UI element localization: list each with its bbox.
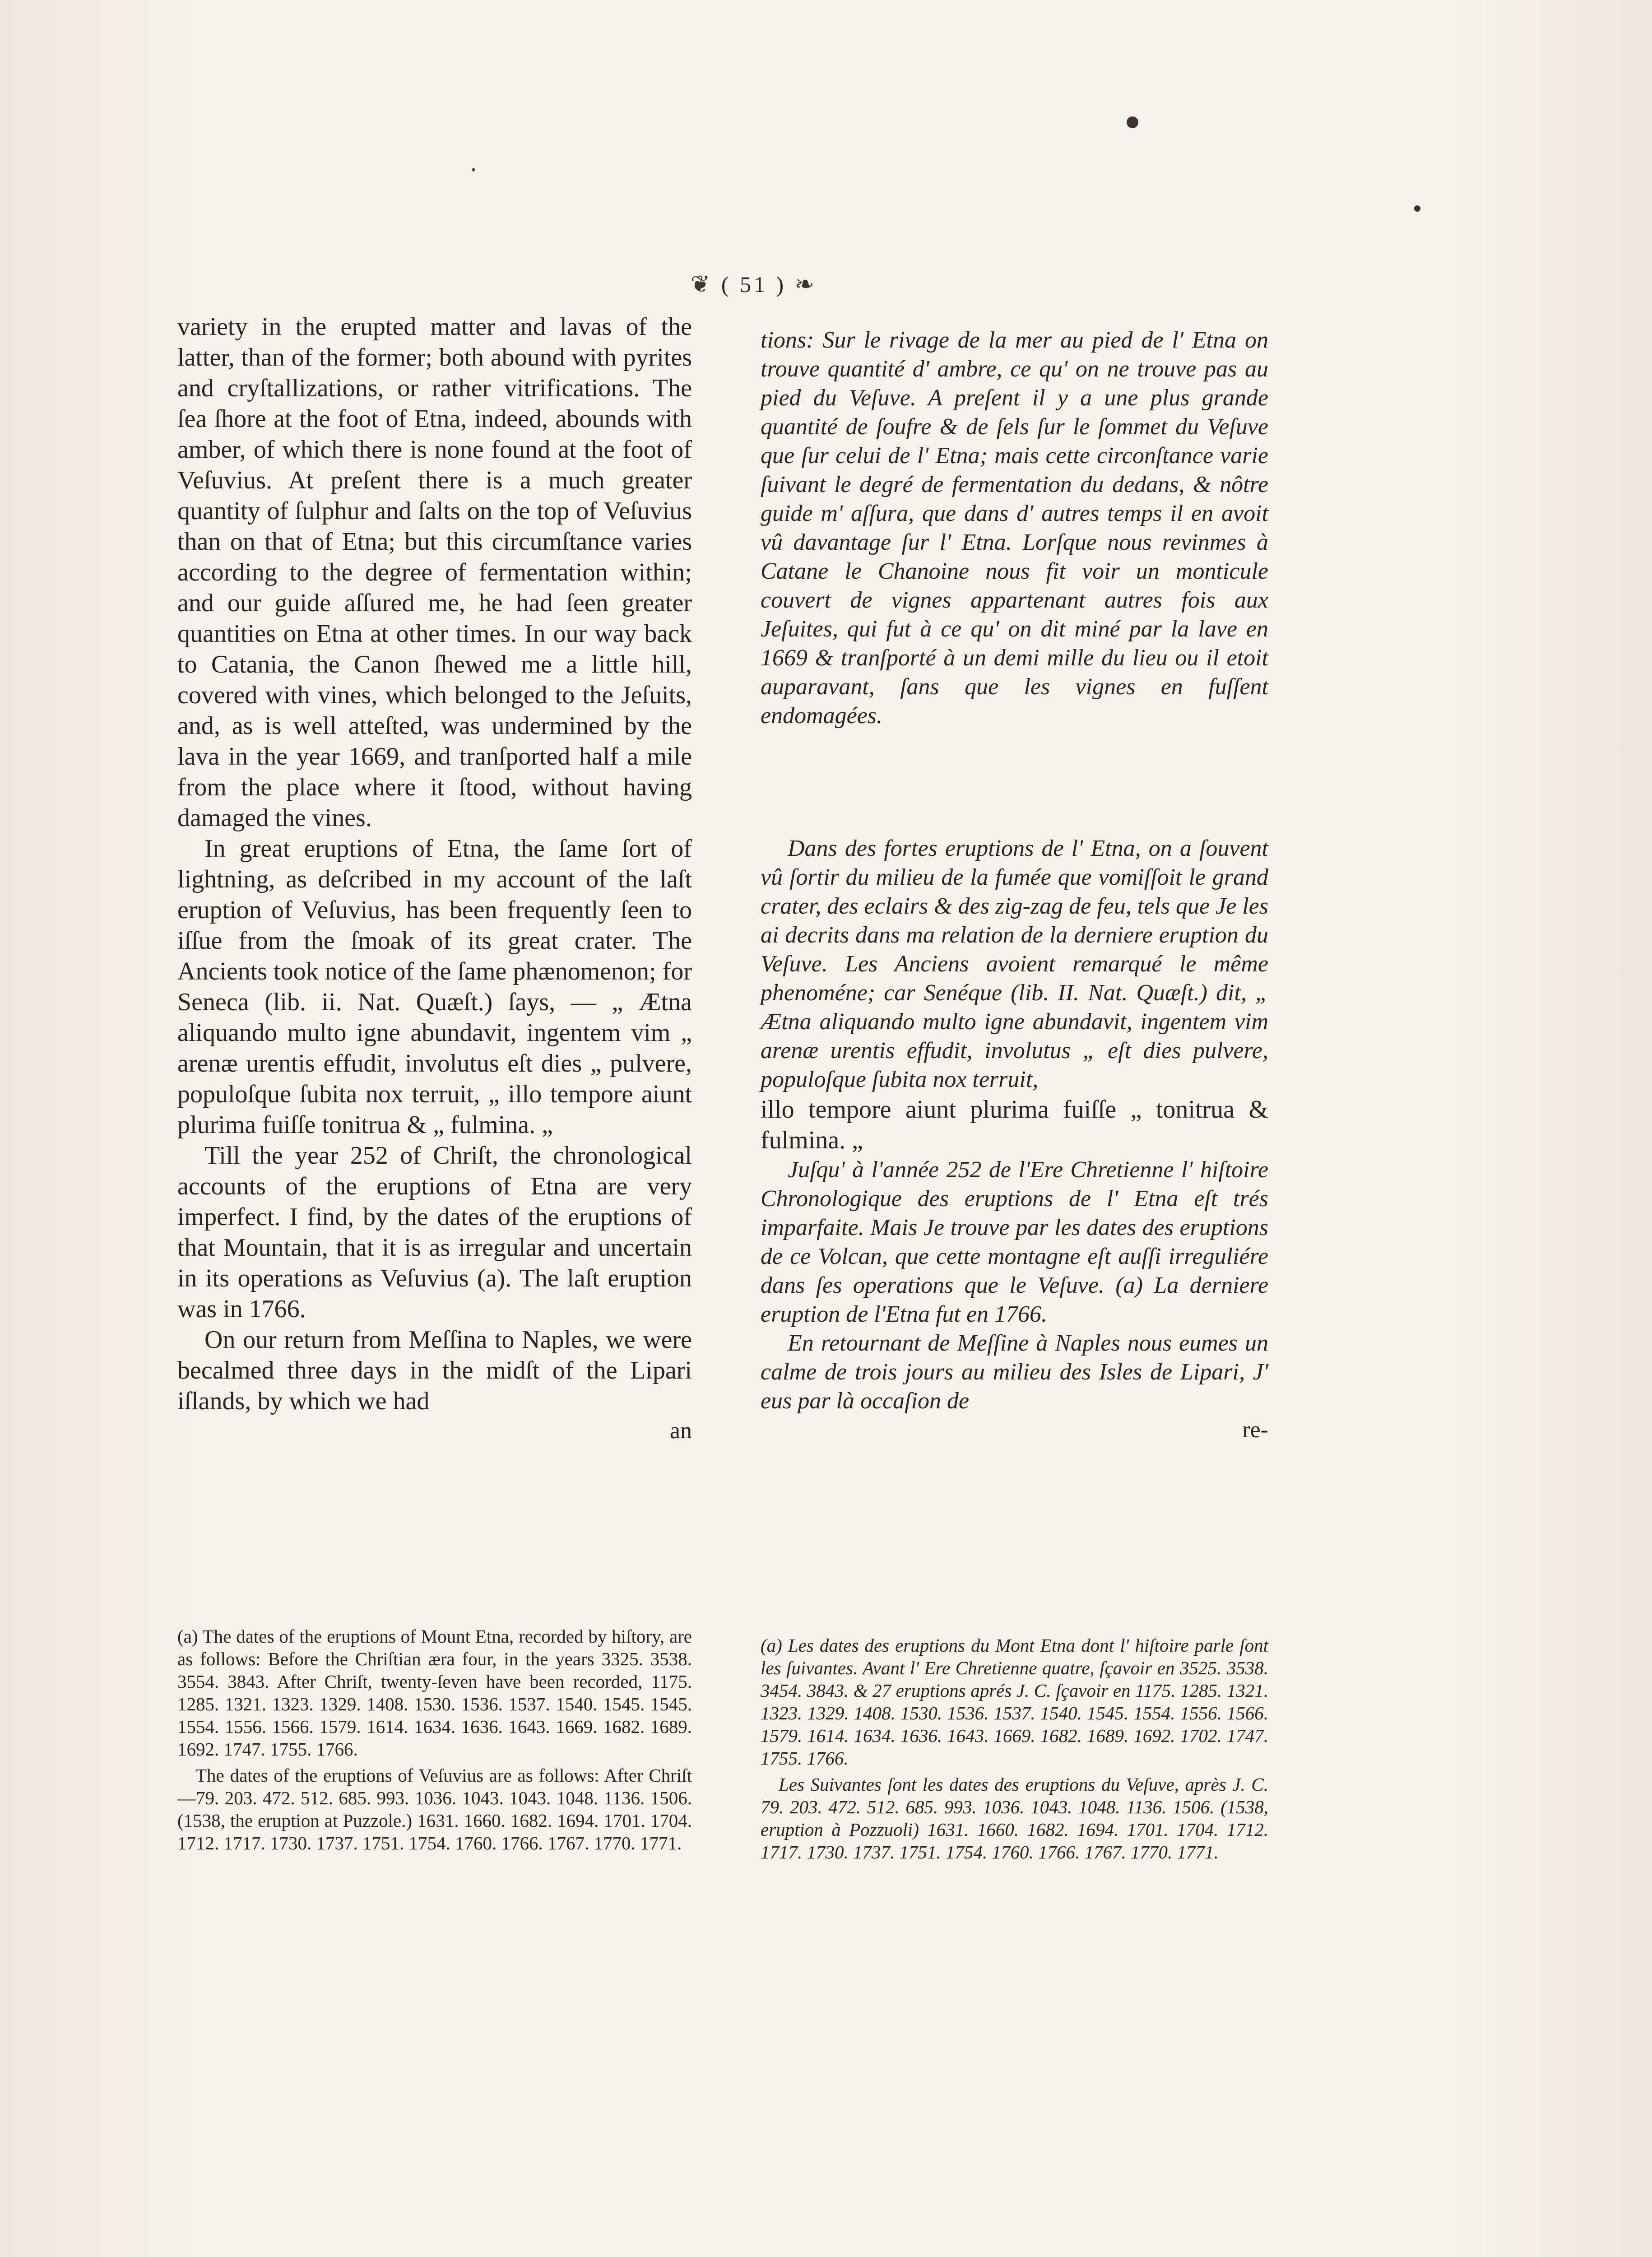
page-header [623, 271, 885, 311]
catchword: an [669, 1418, 692, 1444]
ghost-text-area [761, 730, 1268, 834]
footnote: Les Suivantes ſont les dates des eruptions du Veſuve, après J. C. 79. 203. 472. 512. 685. 993. 1036. 1043. 1048. 1136. 1506. (1538, eruption à Pozzuoli) 1631. 1660. 1682. 1694. 1701. 1704. 1712. 1717. 1730. 1737. 1751. 1754. 1760. 1766. 1767. 1770. 1771. [761, 1774, 1268, 1862]
ornament-right-icon: ❧ [794, 272, 817, 297]
english-footnotes [177, 1625, 692, 1858]
footnote: (a) Les dates des eruptions du Mont Etna dont l' hiſtoire parle ſont les ſuivantes. Avant l' Ere Chretienne quatre, ſçavoir en 3525. 3538. 3454. 3843. & 27 eruptions aprés J. C. ſçavoir en 1175. 1285. 1321. 1323. 1329. 1408. 1530. 1536. 1537. 1540. 1545. 1554. 1556. 1566. 1579. 1614. 1634. 1636. 1643. 1669. 1682. 1689. 1692. 1702. 1747. 1755. 1766. [761, 1635, 1268, 1769]
english-paragraph: variety in the erupted matter and lavas of the latter, than of the former; both abound with pyrites and cryſtallizations, or rather vitrifications. The ſea ſhore at the foot of Etna, indeed, abounds with amber, of which there is none found at the foot of Veſuvius. At preſent there is a much greater quantity of ſulphur and ſalts on the top of Veſuvius than on that of Etna; but this circumſtance varies according to the degree of fermentation within; and our guide aſſured me, he had ſeen greater quantities on Etna at other times. In our way back to Catania, the Canon ſhewed me a little hill, covered with vines, which belonged to the Jeſuits, and, as is well atteſted, was undermined by the lava in the year 1669, and tranſported half a mile from the place where it ſtood, without having damaged the vines. [177, 313, 692, 832]
quote-line: illo tempore aiunt plurima fuiſſe „ tonitrua & fulmina. „ [761, 1096, 1268, 1154]
footnote: (a) The dates of the eruptions of Mount Etna, recorded by hiſtory, are as follows: Before the Chriſtian æra four, in the years 3325. 3538. 3554. 3843. After Chriſt, twenty-ſeven have been recorded, 1175. 1285. 1321. 1323. 1329. 1408. 1530. 1536. 1537. 1540. 1545. 1545. 1554. 1556. 1566. 1579. 1614. 1634. 1636. 1643. 1669. 1682. 1689. 1692. 1747. 1755. 1766. [177, 1626, 692, 1760]
french-column [761, 326, 1268, 1444]
english-paragraph: Till the year 252 of Chriſt, the chronological accounts of the eruptions of Etna are very imperfect. I find, by the dates of the eruptions of that Mountain, that it is as irregular and uncertain in its operations as Veſuvius (a). The laſt eruption was in 1766. [177, 1142, 692, 1323]
english-paragraph: In great eruptions of Etna, the ſame ſort of lightning, as deſcribed in my account of the laſt eruption of Veſuvius, has been frequently ſeen to iſſue from the ſmoak of its great crater. The Ancients took notice of the ſame phænomenon; for Seneca (lib. ii. Nat. Quæſt.) ſays, — „ Ætna aliquando multo igne abundavit, ingentem vim „ arenæ urentis effudit, involutus eſt dies „ pulvere, populoſque ſubita nox terruit, „ illo tempore aiunt plurima fuiſſe tonitrua & „ fulmina. „ [177, 835, 692, 1139]
french-paragraph: En retournant de Meſſine à Naples nous eumes un calme de trois jours au milieu des Isles de Lipari, J' eus par là occaſion de [761, 1330, 1268, 1414]
english-column [177, 311, 692, 1445]
french-footnotes [761, 1634, 1268, 1867]
catchword: re- [1242, 1417, 1268, 1443]
french-paragraph: Juſqu' à l'année 252 de l'Ere Chretienne l' hiſtoire Chronologique des eruptions de l' Etna eſt trés imparfaite. Mais Je trouve par les dates des eruptions de ce Volcan, que cette montagne eſt auſſi irreguliére dans ſes operations que le Veſuve. (a) La derniere eruption de l'Etna fut en 1766. [761, 1157, 1268, 1327]
french-paragraph: tions: Sur le rivage de la mer au pied de l' Etna on trouve quantité d' ambre, ce qu' on ne trouve pas au pied du Veſuve. A preſent il y a une plus grande quantité de ſoufre & de ſels ſur le ſommet du Veſuve que ſur celui de l' Etna; mais cette circonſtance varie ſuivant le degré de fermentation du dedans, & nôtre guide m' aſſura, que dans d' autres temps il en avoit vû davantage ſur l' Etna. Lorſque nous revinmes à Catane le Chanoine nous fit voir un monticule couvert de vignes appartenant autres fois aux Jeſuites, qui fut à ce qu' on dit miné par la lave en 1669 & tranſporté à un demi mille du lieu ou il etoit auparavant, ſans que les vignes en fuſſent endomagées. [761, 327, 1268, 729]
page-number: ( 51 ) [721, 272, 787, 297]
ink-spot [472, 168, 475, 172]
ornament-left-icon: ❦ [690, 272, 713, 297]
english-paragraph: On our return from Meſſina to Naples, we were becalmed three days in the midſt of the Lipari iſlands, by which we had [177, 1326, 692, 1415]
footnote: The dates of the eruptions of Veſuvius are as follows: After Chriſt—79. 203. 472. 512. 685. 993. 1036. 1043. 1043. 1048. 1136. 1506. (1538, the eruption at Puzzole.) 1631. 1660. 1682. 1694. 1701. 1704. 1712. 1717. 1730. 1737. 1751. 1754. 1760. 1766. 1767. 1770. 1771. [177, 1765, 692, 1853]
french-paragraph: Dans des fortes eruptions de l' Etna, on a ſouvent vû ſortir du milieu de la fumée que vomiſſoit le grand crater, des eclairs & des zig-zag de feu, tels que Je les ai decrits dans ma relation de la derniere eruption du Veſuve. Les Anciens avoient remarqué le même phenoméne; car Senéque (lib. II. Nat. Quæſt.) dit, „ Ætna aliquando multo igne abundavit, ingentem vim arenæ urentis effudit, involutus „ eſt dies pulvere, populoſque ſubita nox terruit, [761, 836, 1268, 1092]
ink-spot [1127, 116, 1138, 128]
ink-spot [1414, 205, 1420, 212]
